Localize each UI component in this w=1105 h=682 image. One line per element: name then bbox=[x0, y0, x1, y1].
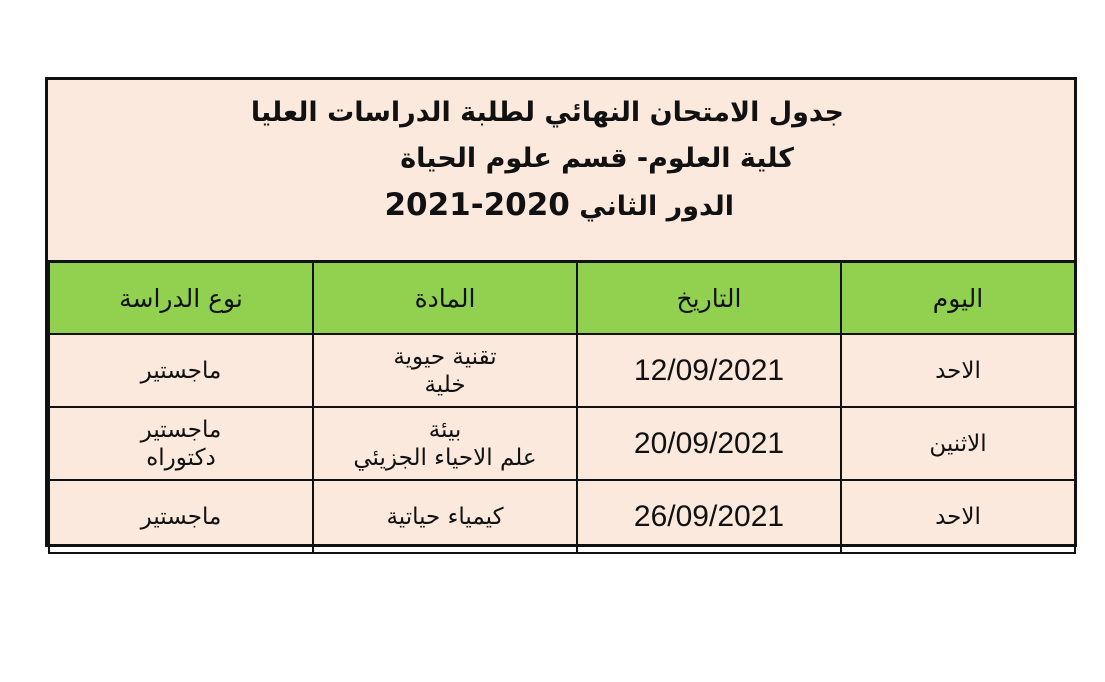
academic-year: 2020-2021 bbox=[384, 187, 570, 223]
study-type-cell bbox=[49, 334, 313, 407]
study-type-cell bbox=[49, 407, 313, 480]
subject-cell bbox=[313, 407, 577, 480]
subject-name: تقنية حيوية bbox=[393, 343, 497, 370]
subject-cell bbox=[313, 334, 577, 407]
study-type-cell bbox=[49, 480, 313, 553]
college-department-title: كلية العلوم- قسم علوم الحياة bbox=[400, 143, 794, 174]
subject-name: كيمياء حياتية bbox=[386, 503, 504, 530]
exam-schedule-sheet bbox=[45, 77, 1077, 547]
session-title bbox=[384, 188, 734, 224]
schedule-title-block bbox=[48, 80, 1074, 260]
column-header-day: اليوم bbox=[841, 262, 1075, 335]
table-header-row bbox=[49, 262, 1075, 335]
subject-name: خلية bbox=[424, 371, 466, 398]
subject-name: بيئة bbox=[428, 416, 462, 443]
study-type: ماجستير bbox=[140, 357, 222, 384]
date-cell: 12/09/2021 bbox=[577, 334, 841, 407]
date-cell: 26/09/2021 bbox=[577, 480, 841, 553]
day-cell: الاحد bbox=[841, 480, 1075, 553]
subject-cell bbox=[313, 480, 577, 553]
study-type: ماجستير bbox=[140, 416, 222, 443]
session-label: الدور الثاني bbox=[569, 191, 734, 222]
day-cell: الاحد bbox=[841, 334, 1075, 407]
table-row bbox=[49, 480, 1075, 553]
table-row bbox=[49, 407, 1075, 480]
study-type: ماجستير bbox=[140, 503, 222, 530]
study-type: دكتوراه bbox=[146, 444, 216, 471]
date-cell: 20/09/2021 bbox=[577, 407, 841, 480]
day-cell: الاثنين bbox=[841, 407, 1075, 480]
table-row bbox=[49, 334, 1075, 407]
schedule-title: جدول الامتحان النهائي لطلبة الدراسات العليا bbox=[250, 97, 844, 128]
column-header-study-type: نوع الدراسة bbox=[49, 262, 313, 335]
subject-name: علم الاحياء الجزيئي bbox=[353, 444, 537, 471]
exam-schedule-table bbox=[48, 260, 1076, 554]
column-header-subject: المادة bbox=[313, 262, 577, 335]
column-header-date: التاريخ bbox=[577, 262, 841, 335]
